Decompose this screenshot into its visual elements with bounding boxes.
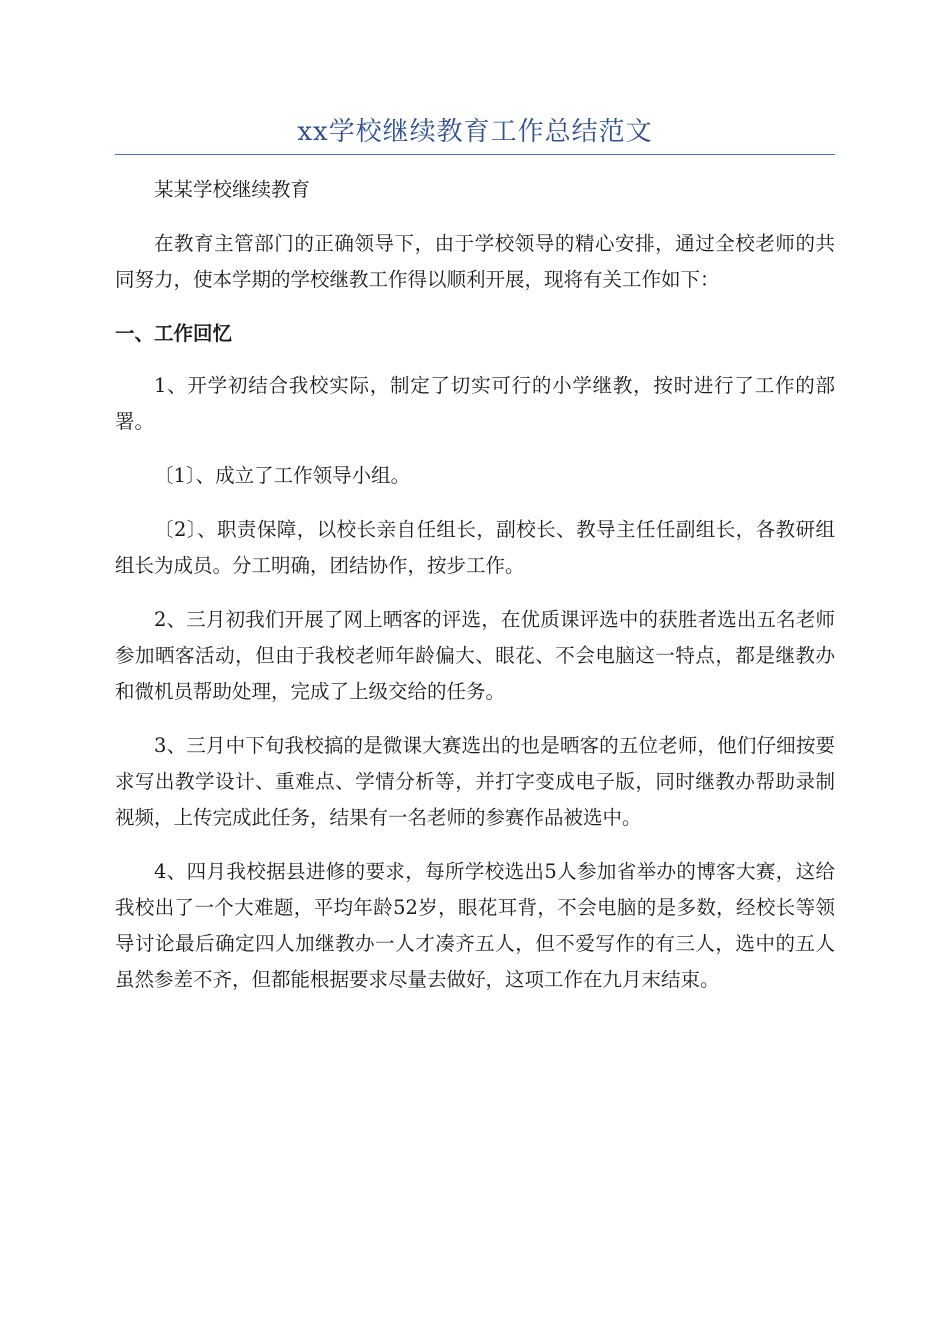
paragraph-item-4: 4、四月我校据县进修的要求，每所学校选出5人参加省举办的博客大赛，这给我校出了一个大难题，平均年龄52岁，眼花耳背，不会电脑的是多数，经校长等领导讨论最后确定四人加继教办一人才凑齐五人，但不爱写作的有三人，选中的五人虽然参差不齐，但都能根据要求尽量去做好，这项工作在九月末结束。 bbox=[115, 860, 835, 991]
document-body bbox=[115, 172, 835, 1016]
paragraph-item-2: 2、三月初我们开展了网上晒客的评选，在优质课评选中的获胜者选出五名老师参加晒客活动，但由于我校老师年龄偏大、眼花、不会电脑这一特点，都是继教办和微机员帮助处理，完成了上级交给的任务。 bbox=[115, 608, 835, 703]
paragraph-subitem-1: 〔1〕、成立了工作领导小组。 bbox=[154, 464, 411, 487]
document-title: xx学校继续教育工作总结范文 bbox=[297, 117, 653, 147]
paragraph-intro: 在教育主管部门的正确领导下，由于学校领导的精心安排，通过全校老师的共同努力，使本学期的学校继教工作得以顺利开展，现将有关工作如下： bbox=[115, 232, 835, 291]
paragraph-item-1: 1、开学初结合我校实际，制定了切实可行的小学继教，按时进行了工作的部署。 bbox=[115, 374, 835, 433]
paragraph-subitem-2: 〔2〕、职责保障，以校长亲自任组长，副校长、教导主任任副组长，各教研组组长为成员。分工明确，团结协作，按步工作。 bbox=[115, 518, 835, 577]
section-heading: 一、工作回忆 bbox=[115, 322, 233, 345]
paragraph-item-3: 3、三月中下旬我校搞的是微课大赛选出的也是晒客的五位老师，他们仔细按要求写出教学设计、重难点、学情分析等，并打字变成电子版，同时继教办帮助录制视频，上传完成此任务，结果有一名老师的参赛作品被选中。 bbox=[115, 734, 835, 829]
paragraph-subtitle: 某某学校继续教育 bbox=[154, 178, 311, 201]
title-underline bbox=[115, 154, 835, 155]
